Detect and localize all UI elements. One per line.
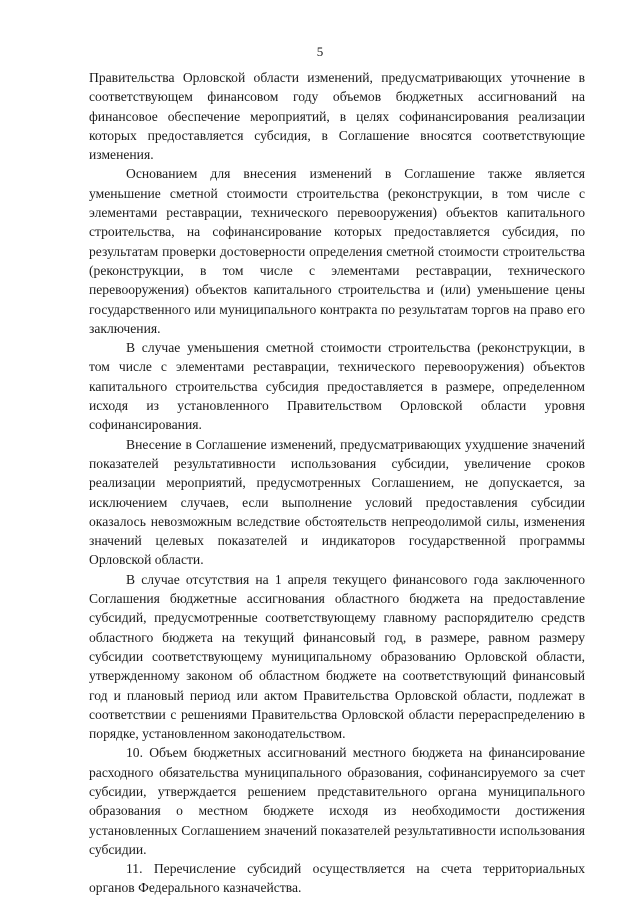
paragraph: Внесение в Соглашение изменений, предусматривающих ухудшение значений показателей результативности использования субсидии, увеличение сроков реализации мероприятий, предусмотренных Соглашением, не допускается, за исключением случаев, если выполнение условий предоставления субсидии оказалось невозможным вследствие обстоятельств непреодолимой силы, изменения значений целевых показателей и индикаторов государственной программы Орловской области. [89, 436, 585, 568]
paragraph: В случае отсутствия на 1 апреля текущего финансового года заключенного Соглашения бюджетные ассигнования областного бюджета на предоставление субсидий, предусмотренные соответствующему главному распорядителю средств областного бюджета на текущий финансовый год, в размере, равном размеру субсидии соответствующему муниципальному образованию Орловской области, утвержденному законом об областном бюджете на соответствующий финансовый год и плановый период или актом Правительства Орловской области, подлежат в соответствии с решениями Правительства Орловской области перераспределению в порядке, установленном законодательством. [89, 571, 585, 742]
paragraph: Основанием для внесения изменений в Соглашение также является уменьшение сметной стоимости строительства (реконструкции, в том числе с элементами реставрации, технического перевооружения) объектов капитального строительства, на софинансирование которых предоставляется субсидия, по результатам проверки достоверности определения сметной стоимости строительства (реконструкции, в том числе с элементами реставрации, технического перевооружения) объектов капитального строительства и (или) уменьшение цены государственного или муниципального контракта по результатам торгов на право его заключения. [89, 166, 585, 336]
paragraph: 11. Перечисление субсидий осуществляется на счета территориальных органов Федерального казначейства. [89, 861, 585, 896]
page-number: 5 [316, 44, 324, 59]
document-body [89, 68, 585, 898]
paragraph: 10. Объем бюджетных ассигнований местного бюджета на финансирование расходного обязательства муниципального образования, софинансируемого за счет субсидии, утверждается решением представительного органа муниципального образования о местном бюджете исходя из необходимости достижения установленных Соглашением значений показателей результативности использования субсидии. [89, 745, 585, 857]
paragraph: В случае уменьшения сметной стоимости строительства (реконструкции, в том числе с элементами реставрации, технического перевооружения) объектов капитального строительства субсидия предоставляется в размере, определенном исходя из установленного Правительством Орловской области уровня софинансирования. [89, 340, 585, 433]
paragraph: Правительства Орловской области изменений, предусматривающих уточнение в соответствующем финансовом году объемов бюджетных ассигнований на финансовое обеспечение мероприятий, в целях софинансирования реализации которых предоставляется субсидия, в Соглашение вносятся соответствующие изменения. [89, 70, 585, 163]
